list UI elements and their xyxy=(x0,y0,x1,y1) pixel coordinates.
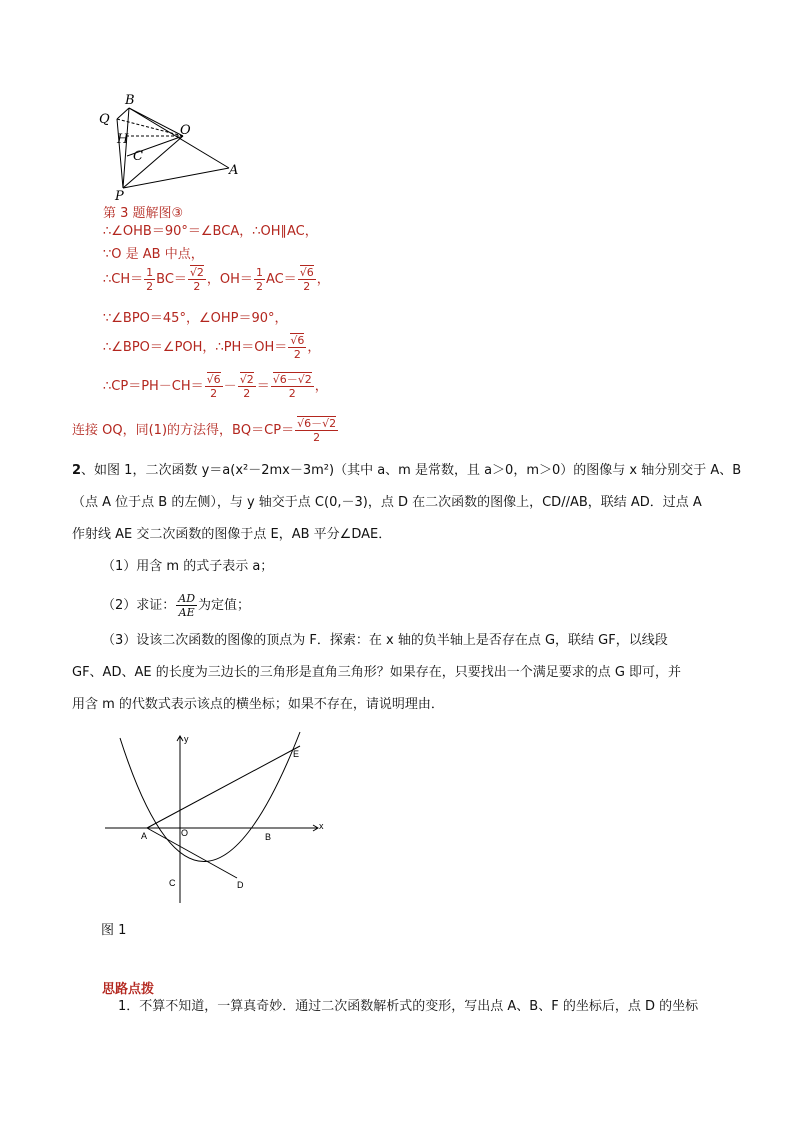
l3-prefix: ∴CH＝ xyxy=(103,272,144,287)
label-B: B xyxy=(125,93,135,108)
proof-line-7 xyxy=(72,417,339,444)
question-3-line-3: 用含 m 的代数式表示该点的横坐标；如果不存在，请说明理由． xyxy=(72,697,444,712)
q2-prefix: （2）求证： xyxy=(102,598,176,613)
proof-line-4: ∵∠BPO＝45°，∠OHP＝90°， xyxy=(103,311,288,326)
proof-line-6 xyxy=(103,373,328,400)
l3-ac: AC＝ xyxy=(265,272,297,287)
l6-end: ， xyxy=(314,379,328,394)
figure-3-geometry xyxy=(95,92,245,202)
label-H: H xyxy=(117,132,129,147)
fraction-sqrt6-over-2: $\frac{√6}{2}$ xyxy=(299,266,314,293)
question-3-line-2: GF、AD、AE 的长度为三边长的三角形是直角三角形？如果存在，只要找出一个满足要求的点 G 即可，并 xyxy=(72,665,682,680)
figure-1-parabola xyxy=(100,728,340,908)
problem-2-text-1: 、如图 1，二次函数 y＝a(x²－2mx－3m²)（其中 a、m 是常数，且 a＞0，m＞0）的图像与 x 轴分别交于 A、B xyxy=(81,463,742,478)
proof-line-1: ∴∠OHB＝90°＝∠BCA，∴OH∥AC， xyxy=(103,224,318,239)
fraction-half-2: $\frac{1}{2}$ xyxy=(255,266,263,293)
proof-line-3 xyxy=(103,266,330,293)
problem-2-line-2: （点 A 位于点 B 的左侧），与 y 轴交于点 C(0,－3)，点 D 在二次函数的图像上，CD//AB，联结 AD．过点 A xyxy=(72,495,702,510)
q2-suffix: 为定值； xyxy=(198,598,251,613)
l3-bc: BC＝ xyxy=(156,272,187,287)
l3-end: ， xyxy=(316,272,330,287)
label-A: A xyxy=(229,163,239,178)
question-1: （1）用含 m 的式子表示 a； xyxy=(102,559,274,574)
l6-prefix: ∴CP＝PH－CH＝ xyxy=(103,379,204,394)
proof-line-2: ∵O 是 AB 中点， xyxy=(103,247,204,262)
l3-oh: ，OH＝ xyxy=(206,272,253,287)
fraction-diff-over-2: $\frac{√6-√2}{2}$ xyxy=(272,373,312,400)
l6-eq: ＝ xyxy=(256,379,270,394)
fraction-ad-over-ae: $\frac{AD}{AE}$ xyxy=(178,592,196,619)
label-O: O xyxy=(181,828,189,838)
fraction-sqrt2-over-2-b: $\frac{√2}{2}$ xyxy=(239,373,254,400)
label-D: D xyxy=(237,880,244,890)
label-C: C xyxy=(133,149,143,164)
fraction-sqrt6-over-2-c: $\frac{√6}{2}$ xyxy=(206,373,221,400)
question-3-line-1: （3）设该二次函数的图像的顶点为 F．探索：在 x 轴的负半轴上是否存在点 G，联结 GF，以线段 xyxy=(102,633,668,648)
hint-title: 思路点拨 xyxy=(102,982,155,997)
fraction-sqrt6-over-2-b: $\frac{√6}{2}$ xyxy=(290,334,305,361)
figure-3-caption: 第 3 题解图③ xyxy=(103,206,184,221)
label-E: E xyxy=(293,749,300,759)
problem-number: 2 xyxy=(72,463,82,478)
l6-minus: － xyxy=(223,379,237,394)
label-A: A xyxy=(141,831,148,841)
problem-2-line-3: 作射线 AE 交二次函数的图像于点 E，AB 平分∠DAE． xyxy=(72,527,392,542)
proof-line-5 xyxy=(103,334,320,361)
label-P: P xyxy=(115,189,124,202)
figure-1-caption: 图 1 xyxy=(101,923,127,938)
l5-prefix: ∴∠BPO＝∠POH，∴PH＝OH＝ xyxy=(103,340,288,355)
label-y: y xyxy=(184,734,189,744)
l5-end: ， xyxy=(307,340,321,355)
fraction-diff-over-2-b: $\frac{√6-√2}{2}$ xyxy=(297,417,337,444)
label-B: B xyxy=(265,832,272,842)
label-O: O xyxy=(180,123,191,138)
hint-text: 1．不算不知道，一算真奇妙．通过二次函数解析式的变形，写出点 A、B、F 的坐标后，点 D 的坐标 xyxy=(118,999,699,1014)
problem-2-line-1 xyxy=(72,462,741,480)
label-Q: Q xyxy=(99,112,110,127)
label-x: x xyxy=(319,821,324,831)
l7-prefix: 连接 OQ，同(1)的方法得，BQ＝CP＝ xyxy=(72,423,295,438)
question-2 xyxy=(102,592,250,619)
fraction-sqrt2-over-2: $\frac{√2}{2}$ xyxy=(189,266,204,293)
fraction-half: $\frac{1}{2}$ xyxy=(146,266,154,293)
label-C: C xyxy=(169,878,176,888)
